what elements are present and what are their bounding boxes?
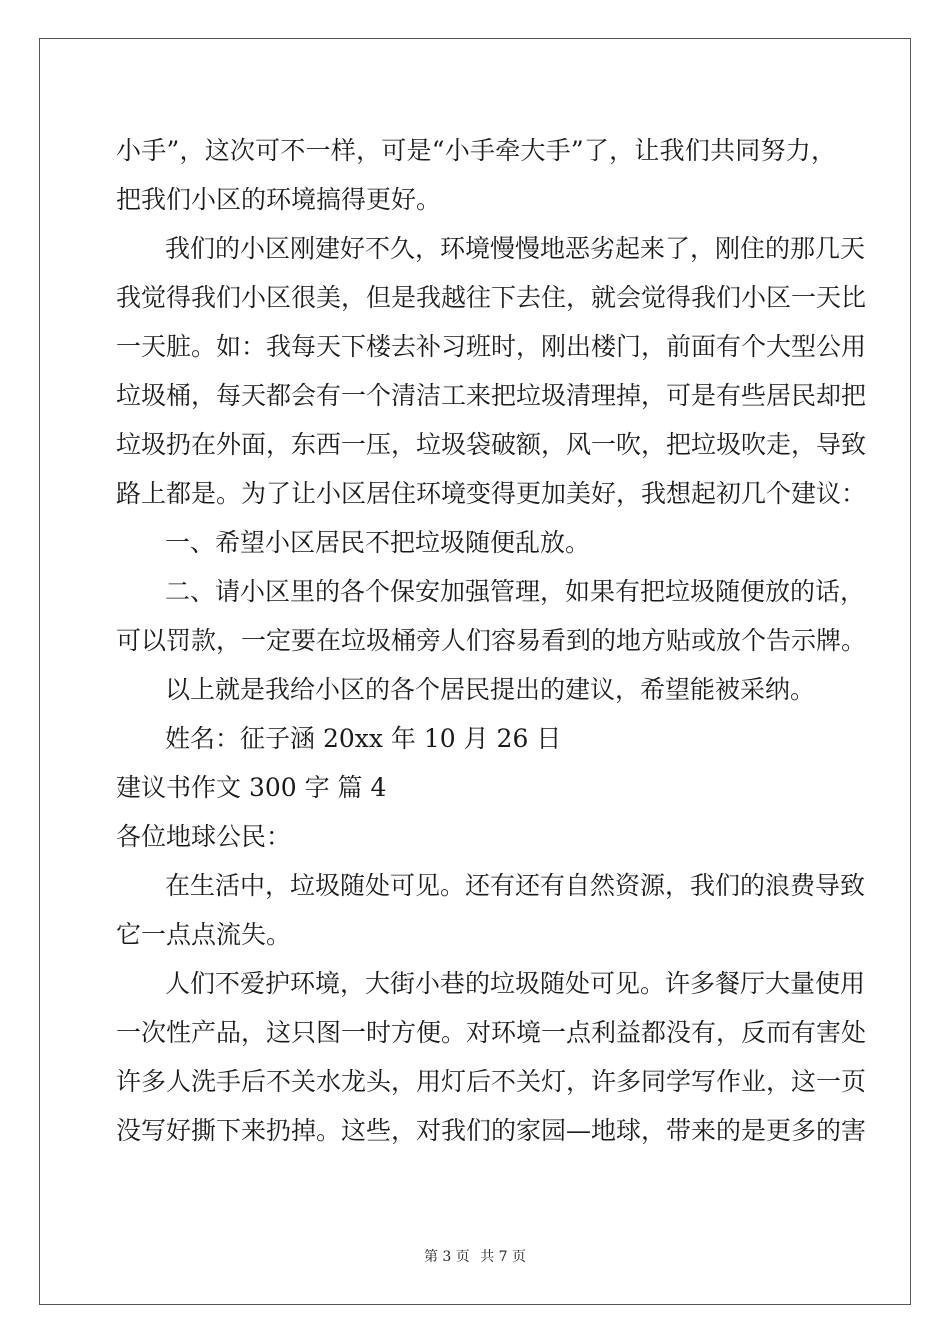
text-line: 没写好撕下来扔掉。这些，对我们的家园—地球，带来的是更多的害 [116,1116,867,1145]
text-line: 一、希望小区居民不把垃圾随便乱放。 [165,528,591,557]
text-line: 小手”，这次可不一样，可是“小手牵大手”了，让我们共同努力， [116,136,836,165]
text-line: 在生活中，垃圾随处可见。还有还有自然资源，我们的浪费导致 [165,871,866,900]
text-line: 我觉得我们小区很美，但是我越往下去住，就会觉得我们小区一天比 [116,283,867,312]
text-line: 许多人洗手后不关水龙头，用灯后不关灯，许多同学写作业，这一页 [116,1067,867,1096]
page-footer [0,1246,950,1266]
text-line: 二、请小区里的各个保安加强管理，如果有把垃圾随便放的话， [165,577,866,606]
signature-line: 姓名：征子涵 20xx 年 10 月 26 日 [165,724,562,753]
text-line: 把我们小区的环境搞得更好。 [116,185,442,214]
text-line: 可以罚款，一定要在垃圾桶旁人们容易看到的地方贴或放个告示牌。 [116,626,867,655]
text-line: 我们的小区刚建好不久，环境慢慢地恶劣起来了，刚住的那几天 [165,234,866,263]
text-line: 一天脏。如：我每天下楼去补习班时，刚出楼门，前面有个大型公用 [116,332,867,361]
document-body [116,126,867,1155]
page-number: 第 3 页 [423,1249,470,1265]
text-line: 它一点点流失。 [116,920,292,949]
text-line: 人们不爱护环境，大街小巷的垃圾随处可见。许多餐厅大量使用 [165,969,866,998]
page-total: 共 7 页 [480,1249,527,1265]
text-line: 以上就是我给小区的各个居民提出的建议，希望能被采纳。 [165,675,816,704]
salutation: 各位地球公民： [116,822,292,851]
text-line: 路上都是。为了让小区居住环境变得更加美好，我想起初几个建议： [116,479,867,508]
section-heading: 建议书作文 300 字 篇 4 [116,773,387,802]
text-line: 垃圾扔在外面，东西一压，垃圾袋破额，风一吹，把垃圾吹走，导致 [116,430,867,459]
text-line: 一次性产品，这只图一时方便。对环境一点利益都没有，反而有害处 [116,1018,867,1047]
text-line: 垃圾桶，每天都会有一个清洁工来把垃圾清理掉，可是有些居民却把 [116,381,867,410]
